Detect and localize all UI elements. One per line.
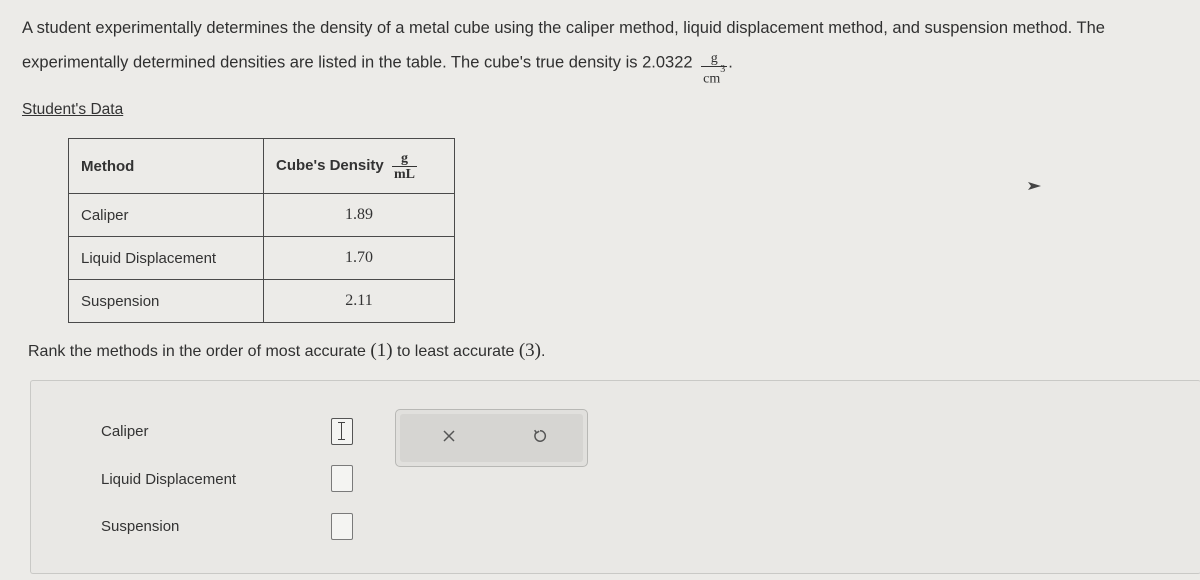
density-cell: 2.11	[264, 280, 455, 323]
density-cell: 1.89	[264, 194, 455, 237]
text-cursor-icon	[341, 422, 342, 440]
mouse-pointer-icon	[1028, 179, 1042, 193]
rank-instructions: Rank the methods in the order of most accurate (1) to least accurate (3).	[28, 340, 546, 361]
header-method: Method	[69, 139, 264, 194]
student-data-label: Student's Data	[22, 101, 124, 118]
table-header-row	[69, 139, 455, 194]
density-unit-fraction	[701, 51, 727, 88]
rank-label-caliper: Caliper	[101, 423, 149, 440]
rank-label-suspension: Suspension	[101, 518, 180, 535]
method-cell: Liquid Displacement	[69, 237, 264, 280]
intro-period: .	[728, 53, 733, 72]
rank-input-suspension[interactable]	[331, 513, 353, 540]
header-density: Cube's Density $\frac{g}{mL}$	[264, 139, 455, 194]
method-cell: Caliper	[69, 194, 264, 237]
answer-toolbar	[395, 409, 588, 467]
intro-text: A student experimentally determines the density of a metal cube using the caliper method, liquid displacement method, and suspension method. The experimentally determined densities are listed in the table. The cube's true density is 2.0322	[22, 19, 1105, 72]
table-row	[69, 237, 455, 280]
x-icon	[442, 429, 456, 443]
rank-input-liquid-displacement[interactable]	[331, 465, 353, 492]
method-cell: Suspension	[69, 280, 264, 323]
table-row	[69, 194, 455, 237]
ml-unit-fraction: $\frac{g}{mL}$	[393, 151, 415, 182]
rank-label-liquid-displacement: Liquid Displacement	[101, 471, 237, 488]
density-cell: 1.70	[264, 237, 455, 280]
question-intro	[22, 12, 1187, 87]
table-row	[69, 280, 455, 323]
density-table	[68, 138, 455, 323]
rank-input-caliper[interactable]	[331, 418, 353, 445]
undo-button[interactable]	[528, 424, 552, 448]
unit-denominator: $cm^3$	[703, 64, 726, 87]
undo-icon	[532, 428, 548, 444]
clear-button[interactable]	[437, 424, 461, 448]
unit-numerator: g	[701, 51, 727, 67]
